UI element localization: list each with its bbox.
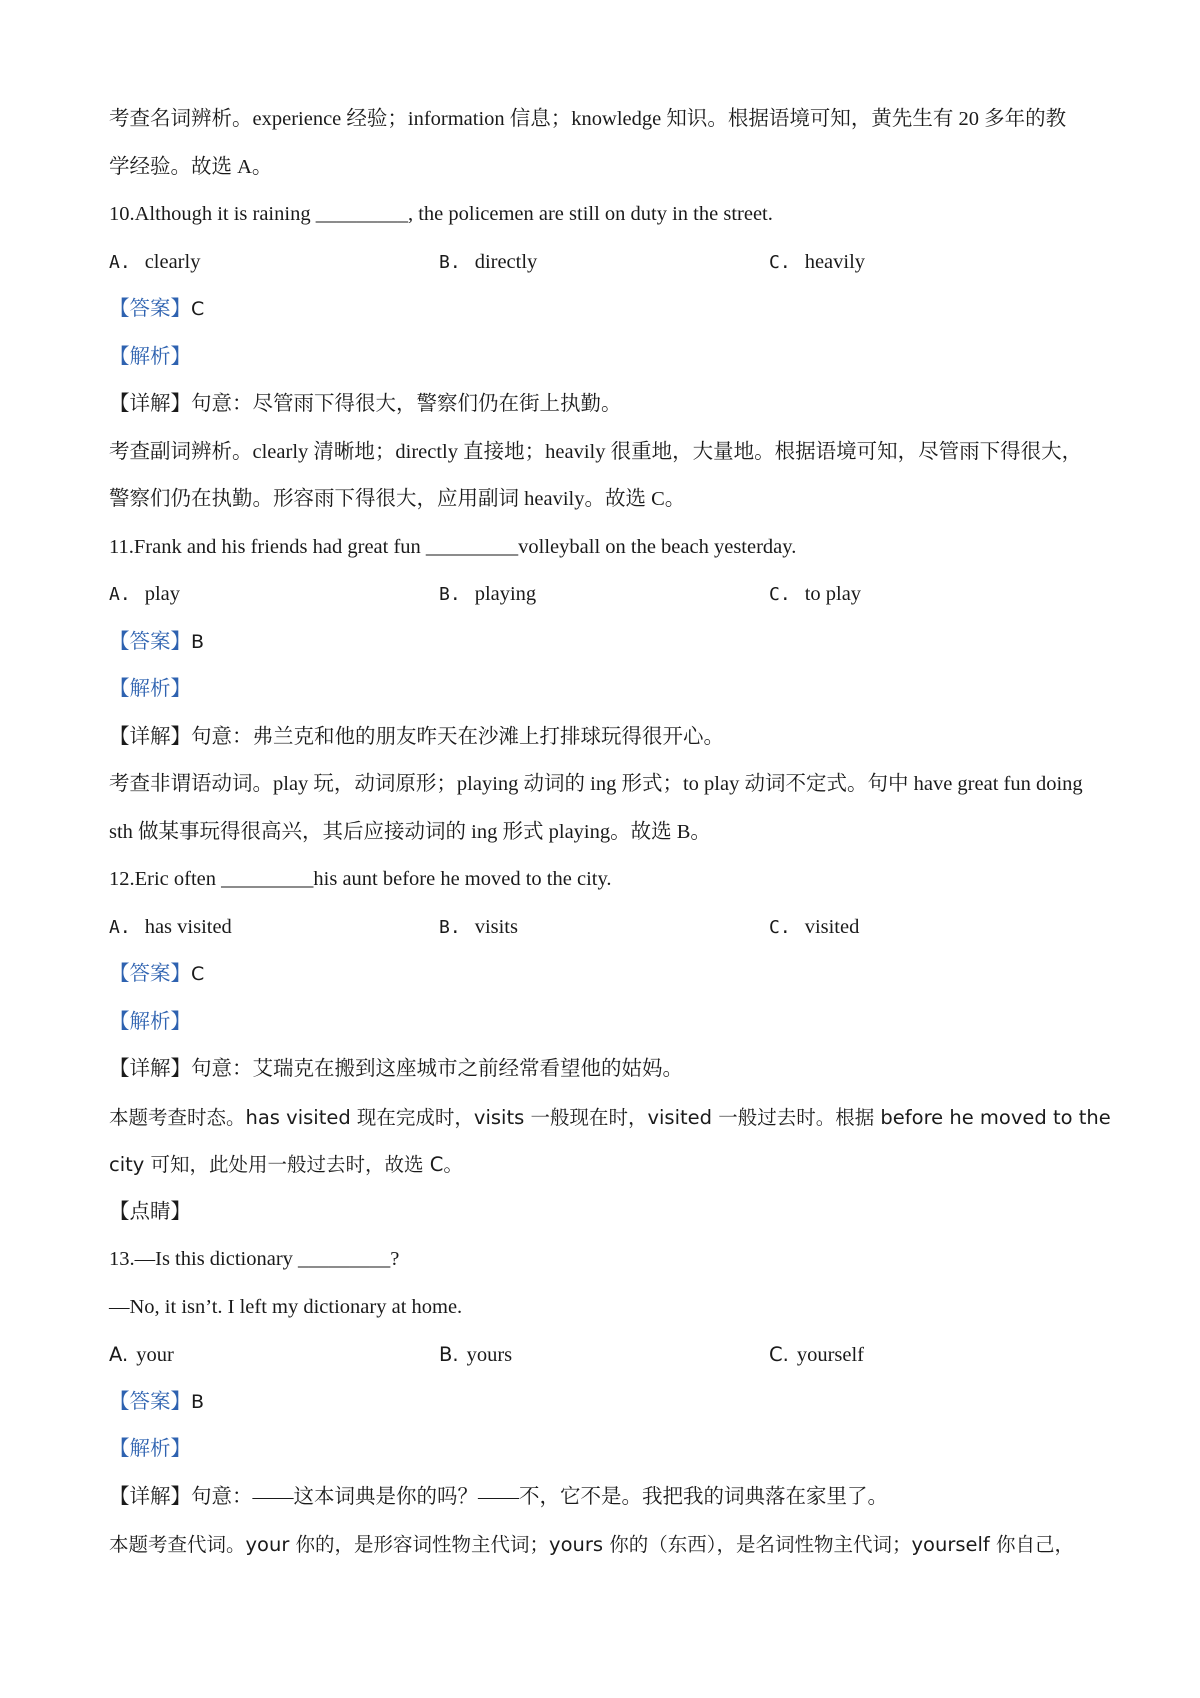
answer-label: 【答案】	[109, 963, 191, 985]
question-11-answer	[109, 619, 1099, 667]
detail-label: 【详解】	[109, 725, 191, 748]
question-12-options	[109, 904, 1099, 952]
question-10-detail: 【详解】句意：尽管雨下得很大，警察们仍在街上执勤。	[109, 393, 622, 415]
answer-value: C	[191, 298, 205, 320]
question-12-stem: 12.Eric often _________his aunt before he moved to the city.	[109, 868, 612, 890]
answer-value: B	[191, 630, 205, 653]
option-b: B. playing	[439, 583, 537, 605]
question-12-explain-2: city 可知，此处用一般过去时，故选 C。	[109, 1153, 463, 1176]
question-12-explain-1: 本题考查时态。has visited 现在完成时，visits 一般现在时，visited 一般过去时。根据 before he moved to the	[109, 1105, 1111, 1129]
option-a: A. has visited	[109, 915, 232, 938]
tip-label: 【点睛】	[109, 1200, 191, 1223]
detail-label: 【详解】	[109, 1485, 191, 1508]
question-12-answer	[109, 951, 1099, 999]
intro-line-2: 学经验。故选 A。	[109, 155, 273, 178]
option-b: B. yours	[439, 1343, 513, 1366]
question-13-stem: 13.—Is this dictionary _________?	[109, 1248, 400, 1270]
question-13-explain-1: 本题考查代词。your 你的，是形容词性物主代词；yours 你的（东西），是名词性物主代词；yourself 你自己，	[109, 1533, 1074, 1556]
question-13-options	[109, 1331, 1099, 1379]
answer-value: B	[191, 1390, 205, 1413]
option-c: C. yourself	[769, 1343, 865, 1366]
question-13-detail: 【详解】句意：——这本词典是你的吗？——不，它不是。我把我的词典落在家里了。	[109, 1485, 888, 1508]
option-a: A. clearly	[109, 250, 201, 273]
answer-label: 【答案】	[109, 1390, 191, 1413]
question-12-detail: 【详解】句意：艾瑞克在搬到这座城市之前经常看望他的姑妈。	[109, 1058, 683, 1080]
option-a: A. play	[109, 583, 180, 605]
question-13-reply: —No, it isn’t. I left my dictionary at home.	[109, 1295, 463, 1318]
question-12-analysis	[109, 999, 1099, 1047]
question-11-stem: 11.Frank and his friends had great fun _________volleyball on the beach yesterday.	[109, 535, 797, 558]
option-b: B. directly	[439, 250, 538, 273]
answer-label: 【答案】	[109, 298, 191, 320]
question-10-explain-2: 警察们仍在执勤。形容雨下得很大，应用副词 heavily。故选 C。	[109, 488, 686, 510]
question-11-explain-2: sth 做某事玩得很高兴，其后应接动词的 ing 形式 playing。故选 B。	[109, 820, 711, 843]
detail-label: 【详解】	[109, 393, 191, 415]
answer-label: 【答案】	[109, 630, 191, 653]
detail-label: 【详解】	[109, 1058, 191, 1080]
option-a: A. your	[109, 1343, 174, 1366]
document-page	[109, 96, 1111, 1569]
analysis-label: 【解析】	[109, 1010, 191, 1033]
question-12-tip	[109, 1189, 1099, 1237]
question-13-answer	[109, 1379, 1099, 1427]
option-c: C. visited	[769, 915, 860, 938]
question-13-analysis	[109, 1426, 1099, 1474]
question-10-analysis	[109, 334, 1099, 382]
analysis-label: 【解析】	[109, 1438, 191, 1460]
answer-value: C	[191, 963, 205, 985]
option-b: B. visits	[439, 915, 518, 938]
question-11-explain-1: 考查非谓语动词。play 玩，动词原形；playing 动词的 ing 形式；to play 动词不定式。句中 have great fun doing	[109, 773, 1083, 795]
option-c: C. heavily	[769, 250, 866, 273]
question-10-stem: 10.Although it is raining _________, the policemen are still on duty in the street.	[109, 203, 773, 225]
intro-line-1: 考查名词辨析。experience 经验；information 信息；knowledge 知识。根据语境可知，黄先生有 20 多年的教	[109, 108, 1067, 130]
analysis-label: 【解析】	[109, 678, 191, 700]
question-11-detail: 【详解】句意：弗兰克和他的朋友昨天在沙滩上打排球玩得很开心。	[109, 725, 724, 748]
question-10-answer	[109, 286, 1099, 334]
question-10-options	[109, 239, 1099, 287]
question-11-analysis	[109, 666, 1099, 714]
question-11-options	[109, 571, 1099, 619]
analysis-label: 【解析】	[109, 345, 191, 368]
question-10-explain-1: 考查副词辨析。clearly 清晰地；directly 直接地；heavily 很重地，大量地。根据语境可知，尽管雨下得很大，	[109, 440, 1083, 463]
option-c: C. to play	[769, 583, 862, 605]
